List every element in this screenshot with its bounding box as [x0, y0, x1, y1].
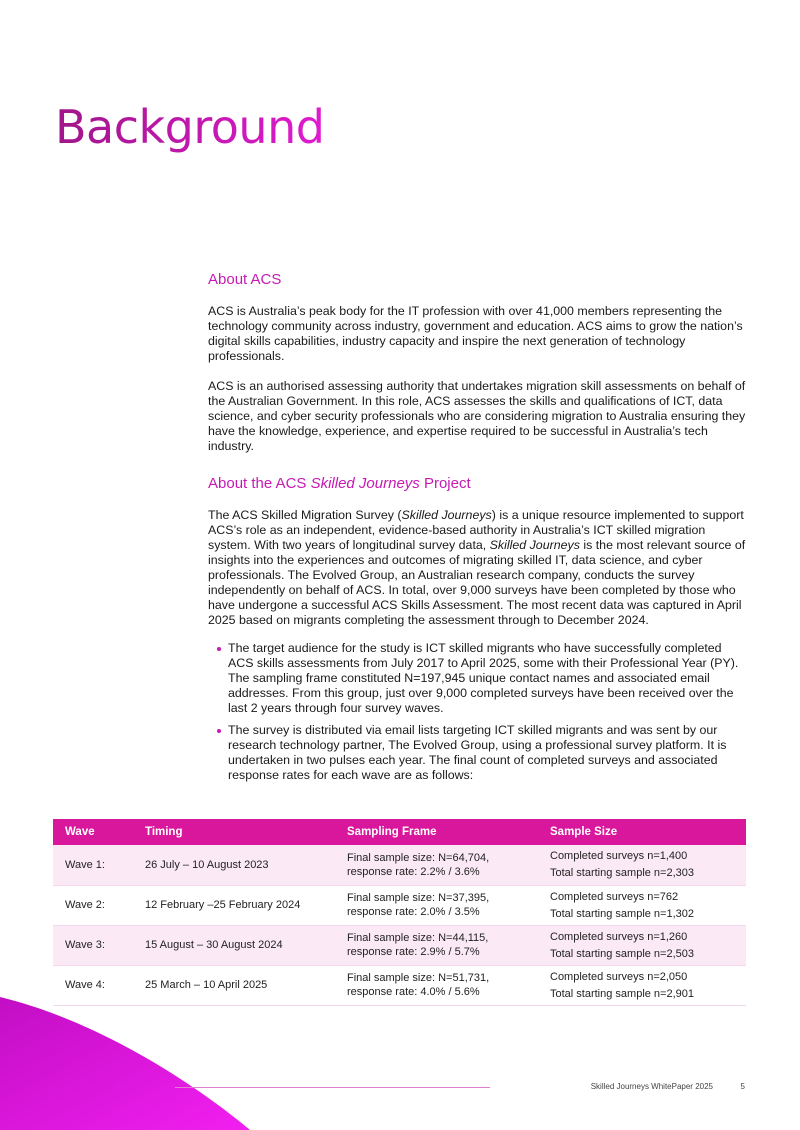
list-item	[208, 723, 748, 783]
about-project-heading	[208, 474, 748, 494]
size-line-2: Total starting sample n=1,302	[550, 907, 695, 920]
table-row	[53, 925, 746, 965]
size-line-2: Total starting sample n=2,901	[550, 987, 695, 1000]
table-row	[53, 845, 746, 885]
table-row	[53, 885, 746, 925]
cell-sampling-frame	[335, 965, 538, 1005]
project-text-part-2: ) is a unique resource implemented to support ACS’s role as an independent, evidence-based authority in Australia’s ICT skilled migration system. With two years of longitudinal survey data,	[208, 508, 744, 552]
cell-wave: Wave 2:	[53, 885, 133, 925]
decorative-corner-swoosh	[0, 995, 250, 1130]
bullet-text: The target audience for the study is ICT skilled migrants who have successfully completed ACS skills assessments from July 2017 to April 2025, some with their Professional Year (PY). The sampling frame constituted N=197,945 unique contact names and associated email addresses. From this group, just over 9,000 completed surveys have been received over the last 2 years through four survey waves.	[228, 641, 739, 715]
header-sample-size: Sample Size	[538, 819, 746, 845]
bullet-dot-icon	[217, 729, 221, 733]
page-number: 5	[740, 1082, 745, 1091]
cell-timing: 25 March – 10 April 2025	[133, 965, 335, 1005]
table-header-row	[53, 819, 746, 845]
header-sampling-frame: Sampling Frame	[335, 819, 538, 845]
cell-sampling-frame	[335, 885, 538, 925]
about-acs-paragraph-2: ACS is an authorised assessing authority that undertakes migration skill assessments on behalf of the Australian Government. In this role, ACS assesses the skills and qualifications of ICT, data science, and cyber security professionals who are considering migration to Australia ensuring they have the knowledge, experience, and expertise required to be successful in Australia’s tech industry.	[208, 379, 746, 453]
about-project-heading-suffix: Project	[419, 475, 471, 492]
header-timing: Timing	[133, 819, 335, 845]
cell-sampling-frame	[335, 845, 538, 885]
list-item	[208, 641, 748, 716]
frame-line-1: Final sample size: N=44,115,	[347, 932, 489, 944]
cell-timing: 15 August – 30 August 2024	[133, 925, 335, 965]
size-line-2: Total starting sample n=2,303	[550, 867, 695, 880]
project-text-italic-1: Skilled Journeys	[401, 508, 492, 522]
project-text-part-1: The ACS Skilled Migration Survey (	[208, 508, 402, 522]
about-acs-paragraph-1: ACS is Australia’s peak body for the IT profession with over 41,000 members representing the technology community across industry, government and education. ACS aims to grow the nation’s digital skills capabilities, industry capacity and inspire the next generation of technology professionals.	[208, 304, 743, 363]
frame-line-2: response rate: 4.0% / 5.6%	[347, 986, 480, 998]
bullet-text: The survey is distributed via email lists targeting ICT skilled migrants and was sent by our research technology partner, The Evolved Group, using a professional survey platform. It is undertaken in two pulses each year. The final count of completed surveys and associated response rates for each wave are as follows:	[228, 723, 727, 782]
cell-sample-size	[538, 885, 746, 925]
cell-sampling-frame	[335, 925, 538, 965]
size-line-2: Total starting sample n=2,503	[550, 947, 695, 960]
frame-line-2: response rate: 2.9% / 5.7%	[347, 946, 480, 958]
frame-line-1: Final sample size: N=37,395,	[347, 892, 490, 904]
frame-line-2: response rate: 2.2% / 3.6%	[347, 865, 480, 878]
cell-sample-size	[538, 965, 746, 1005]
project-text-part-3: is the most relevant source of insights into the experiences and outcomes of migrating skilled IT, data science, and cyber professionals. The Evolved Group, an Australian research company, conducts the survey independently on behalf of ACS. In total, over 9,000 surveys have been completed by those who have undergone a successful ACS Skills Assessment. The most recent data was captured in April 2025 based on migrants completing the assessment through to December 2024.	[208, 538, 746, 627]
cell-timing: 26 July – 10 August 2023	[133, 845, 335, 885]
survey-waves-table	[53, 819, 746, 1006]
footer-divider	[175, 1087, 490, 1088]
size-line-1: Completed surveys n=2,050	[550, 970, 688, 983]
cell-sample-size	[538, 845, 746, 885]
about-acs-heading: About ACS	[208, 271, 282, 288]
cell-timing: 12 February –25 February 2024	[133, 885, 335, 925]
cell-wave: Wave 4:	[53, 965, 133, 1005]
survey-bullet-list	[208, 641, 748, 783]
size-line-1: Completed surveys n=1,260	[550, 930, 688, 943]
main-content	[208, 270, 748, 790]
about-project-paragraph	[208, 508, 748, 628]
cell-wave: Wave 1:	[53, 845, 133, 885]
cell-sample-size	[538, 925, 746, 965]
size-line-1: Completed surveys n=762	[550, 890, 679, 903]
size-line-1: Completed surveys n=1,400	[550, 850, 688, 863]
page-title: Background	[55, 100, 325, 154]
header-wave: Wave	[53, 819, 133, 845]
footer-document-title: Skilled Journeys WhitePaper 2025	[590, 1082, 713, 1091]
frame-line-1: Final sample size: N=51,731,	[347, 972, 490, 984]
bullet-dot-icon	[217, 647, 221, 651]
cell-wave: Wave 3:	[53, 925, 133, 965]
about-project-heading-italic: Skilled Journeys	[310, 475, 420, 492]
about-project-heading-prefix: About the ACS	[208, 475, 311, 492]
frame-line-1: Final sample size: N=64,704,	[347, 851, 490, 864]
project-text-italic-2: Skilled Journeys	[489, 538, 580, 552]
frame-line-2: response rate: 2.0% / 3.5%	[347, 906, 480, 918]
